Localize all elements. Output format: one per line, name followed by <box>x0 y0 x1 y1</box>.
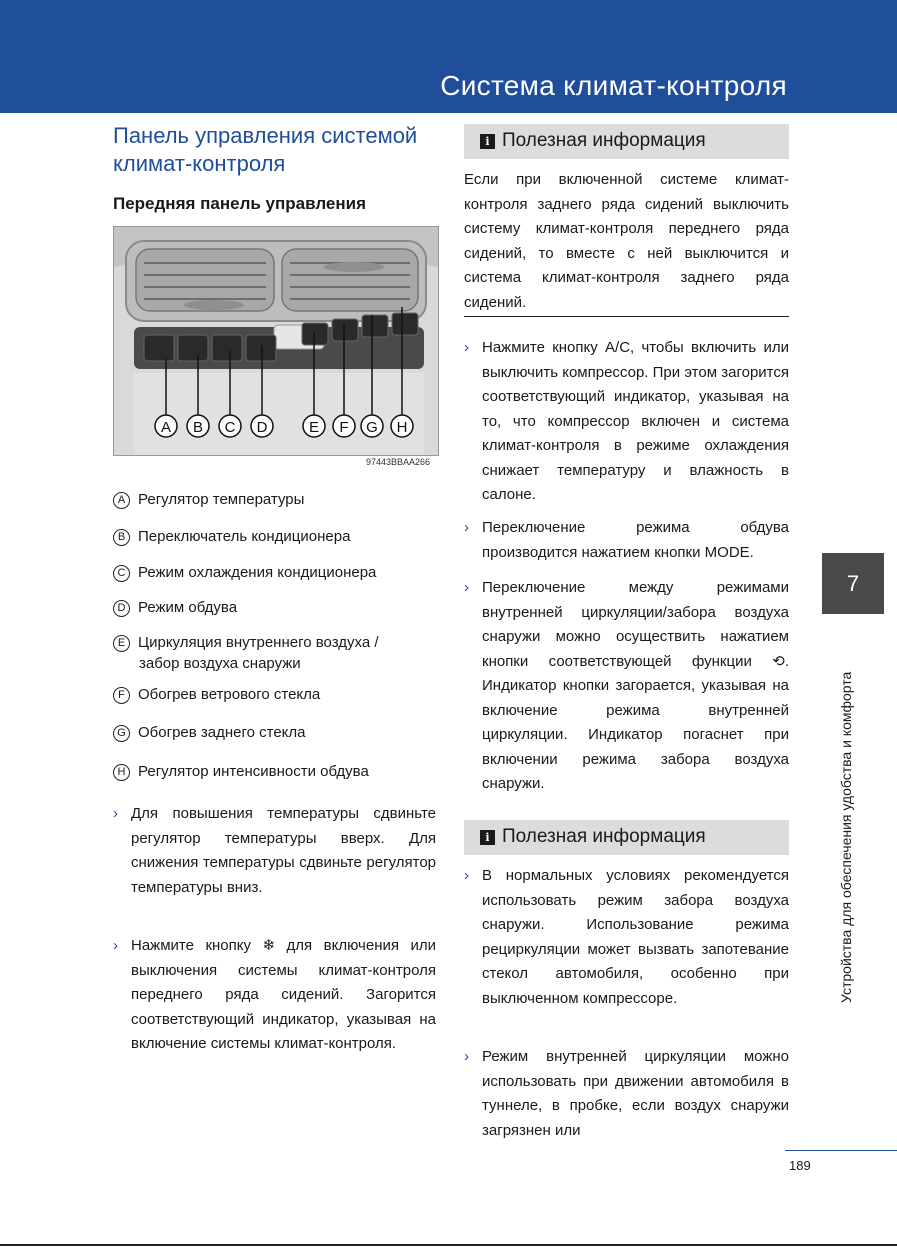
bullet-text: Для повышения температуры сдвиньте регулятор температуры вверх. Для снижения температуры сдвиньте регулятор температуры вниз. <box>131 805 436 896</box>
legend-text: Регулятор интенсивности обдува <box>138 763 369 780</box>
callout-D: D <box>256 419 268 436</box>
info-label: Полезная информация <box>502 826 706 847</box>
bullet-text: В нормальных условиях рекомендуется использовать режим забора воздуха снаружи. Использование режима рециркуляции может вызвать запотевание стекол автомобиля, особенно при выключенном компрессоре. <box>482 867 789 1007</box>
callout-C: C <box>224 419 236 436</box>
bullet-item <box>464 576 789 797</box>
page-number: 189 <box>789 1158 811 1173</box>
bullet-arrow-icon: › <box>464 519 469 536</box>
bullet-text: Переключение между режимами внутренней циркуляции/забора воздуха снаружи можно осуществить нажатием кнопки соответствующей функции ⟲. Индикатор кнопки загорается, указывая на включение режима внутренней циркуляции. Индикатор погаснет при включении режима забора воздуха снаружи. <box>482 579 789 792</box>
callout-F: F <box>339 419 349 436</box>
info-box-header <box>464 820 789 855</box>
legend-letter: A <box>113 492 130 509</box>
legend-item <box>113 526 443 547</box>
legend-item <box>113 761 443 782</box>
bullet-item <box>464 1045 789 1143</box>
bullet-arrow-icon: › <box>464 339 469 356</box>
bullet-arrow-icon: › <box>464 867 469 884</box>
bullet-text: Переключение режима обдува производится нажатием кнопки MODE. <box>482 519 789 561</box>
legend-item <box>113 684 443 705</box>
info-icon: i <box>480 134 495 149</box>
legend-text: Переключатель кондиционера <box>138 528 351 545</box>
legend-item <box>113 632 443 674</box>
legend-item <box>113 489 443 510</box>
info-box-header <box>464 124 789 159</box>
legend-text-cont: забор воздуха снаружи <box>139 655 301 672</box>
bullet-arrow-icon: › <box>464 579 469 596</box>
legend-item <box>113 597 443 618</box>
subsection-title: Передняя панель управления <box>113 194 367 213</box>
bullet-text: Нажмите кнопку ❄ для включения или выключения системы климат-контроля переднего ряда сидений. Загорится соответствующий индикатор, указывая на включение системы климат-контроля. <box>131 937 436 1052</box>
callout-E: E <box>308 419 320 436</box>
bottom-rule <box>0 1244 897 1246</box>
info-icon: i <box>480 830 495 845</box>
bullet-arrow-icon: › <box>113 937 118 954</box>
control-panel-illustration <box>114 227 438 455</box>
legend-text: Режим обдува <box>138 599 238 616</box>
bullet-item <box>113 802 436 900</box>
info-text: Если при включенной системе климат-контроля заднего ряда сидений выключить систему климат-контроля переднего ряда сидений, то вместе с ней выключится и система климат-контроля заднего ряда сидений. <box>464 171 789 311</box>
bullet-arrow-icon: › <box>113 805 118 822</box>
control-panel-figure <box>113 226 439 456</box>
callout-B: B <box>192 419 204 436</box>
chapter-tab: 7 <box>822 553 884 614</box>
bullet-item <box>113 934 436 1057</box>
bullet-item <box>464 864 789 1011</box>
legend-letter: E <box>113 635 130 652</box>
legend-letter: H <box>113 764 130 781</box>
callout-A: A <box>160 419 172 436</box>
section-title: Панель управления системой климат-контроля <box>113 123 418 176</box>
legend-item <box>113 722 443 743</box>
legend-text: Циркуляция внутреннего воздуха / <box>138 634 379 651</box>
legend-letter: D <box>113 600 130 617</box>
legend-letter: G <box>113 725 130 742</box>
info-label: Полезная информация <box>502 130 706 151</box>
callout-H: H <box>396 419 408 436</box>
page-header <box>0 0 897 113</box>
callout-G: G <box>366 419 378 436</box>
bullet-text: Режим внутренней циркуляции можно использовать при движении автомобиля в туннеле, в пробке, если воздух снаружи загрязнен или <box>482 1048 789 1139</box>
bullet-item <box>464 336 789 508</box>
divider <box>464 316 789 317</box>
chapter-side-title: Устройства для обеспечения удобства и комфорта <box>838 671 854 1003</box>
legend-text: Регулятор температуры <box>138 491 305 508</box>
legend-text: Обогрев заднего стекла <box>138 724 306 741</box>
legend-letter: B <box>113 529 130 546</box>
bullet-item <box>464 516 789 565</box>
legend-text: Режим охлаждения кондиционера <box>138 564 377 581</box>
figure-code: 97443BBAA266 <box>366 457 431 467</box>
legend-text: Обогрев ветрового стекла <box>138 686 321 703</box>
header-title: Система климат-контроля <box>440 70 787 101</box>
bullet-text: Нажмите кнопку A/C, чтобы включить или выключить компрессор. При этом загорится соответствующий индикатор, указывая на то, что компрессор включен и система климат-контроля в режиме охлаждения снижает температуру и влажность в салоне. <box>482 339 789 503</box>
legend-letter: F <box>113 687 130 704</box>
legend-letter: C <box>113 565 130 582</box>
bullet-arrow-icon: › <box>464 1048 469 1065</box>
page-number-rule <box>785 1150 897 1151</box>
legend-item <box>113 562 443 583</box>
